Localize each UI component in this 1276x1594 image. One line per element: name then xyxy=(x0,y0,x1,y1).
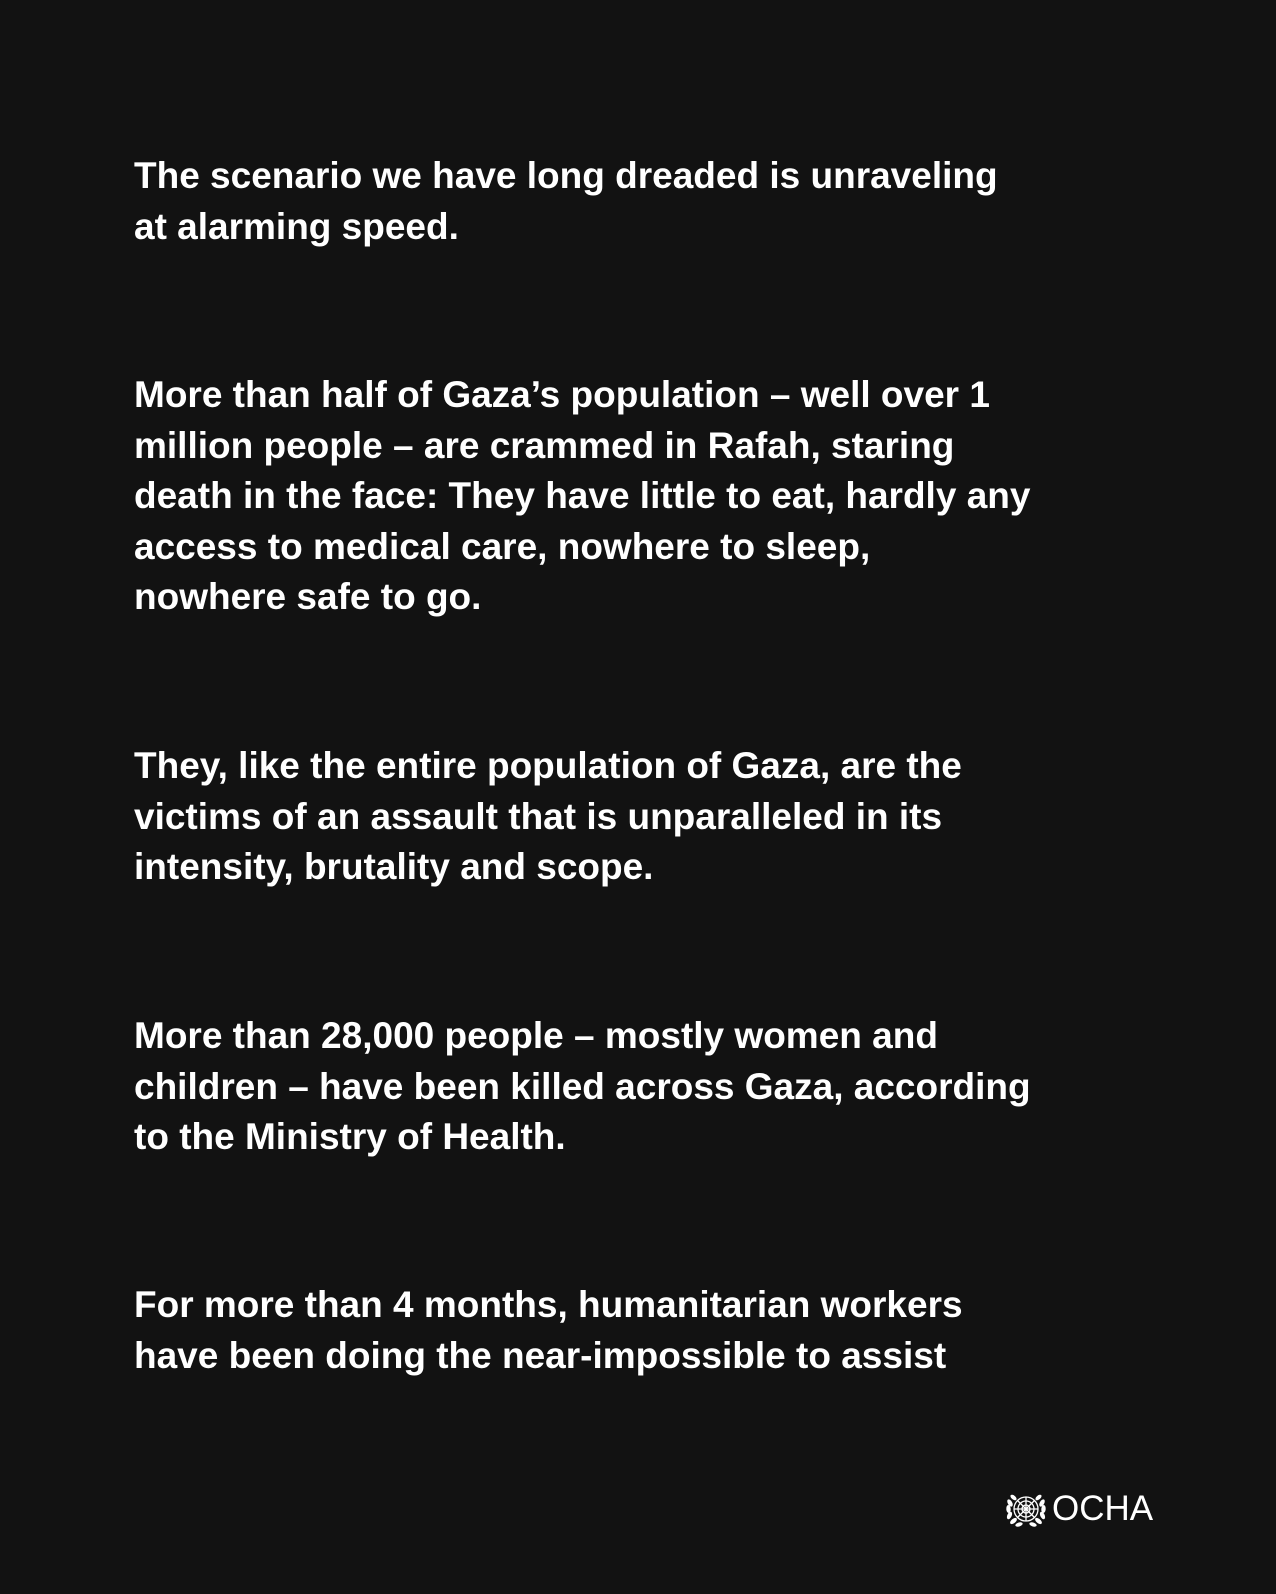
ocha-logo xyxy=(1004,1489,1153,1529)
paragraph-1: The scenario we have long dreaded is unraveling at alarming speed. xyxy=(134,155,998,247)
paragraph-3: They, like the entire population of Gaza, are the victims of an assault that is unparalleled in its intensity, brutality and scope. xyxy=(134,745,962,887)
paragraph-4: More than 28,000 people – mostly women and children – have been killed across Gaza, according to the Ministry of Health. xyxy=(134,1015,1031,1157)
paragraph-5: For more than 4 months, humanitarian workers have been doing the near-impossible to assist xyxy=(134,1284,963,1376)
un-emblem-icon xyxy=(1004,1489,1048,1529)
paragraph-2: More than half of Gaza’s population – well over 1 million people – are crammed in Rafah, staring death in the face: They have little to eat, hardly any access to medical care, nowhere to sleep, nowhere safe to go. xyxy=(134,374,1031,617)
ocha-wordmark: OCHA xyxy=(1052,1489,1154,1528)
